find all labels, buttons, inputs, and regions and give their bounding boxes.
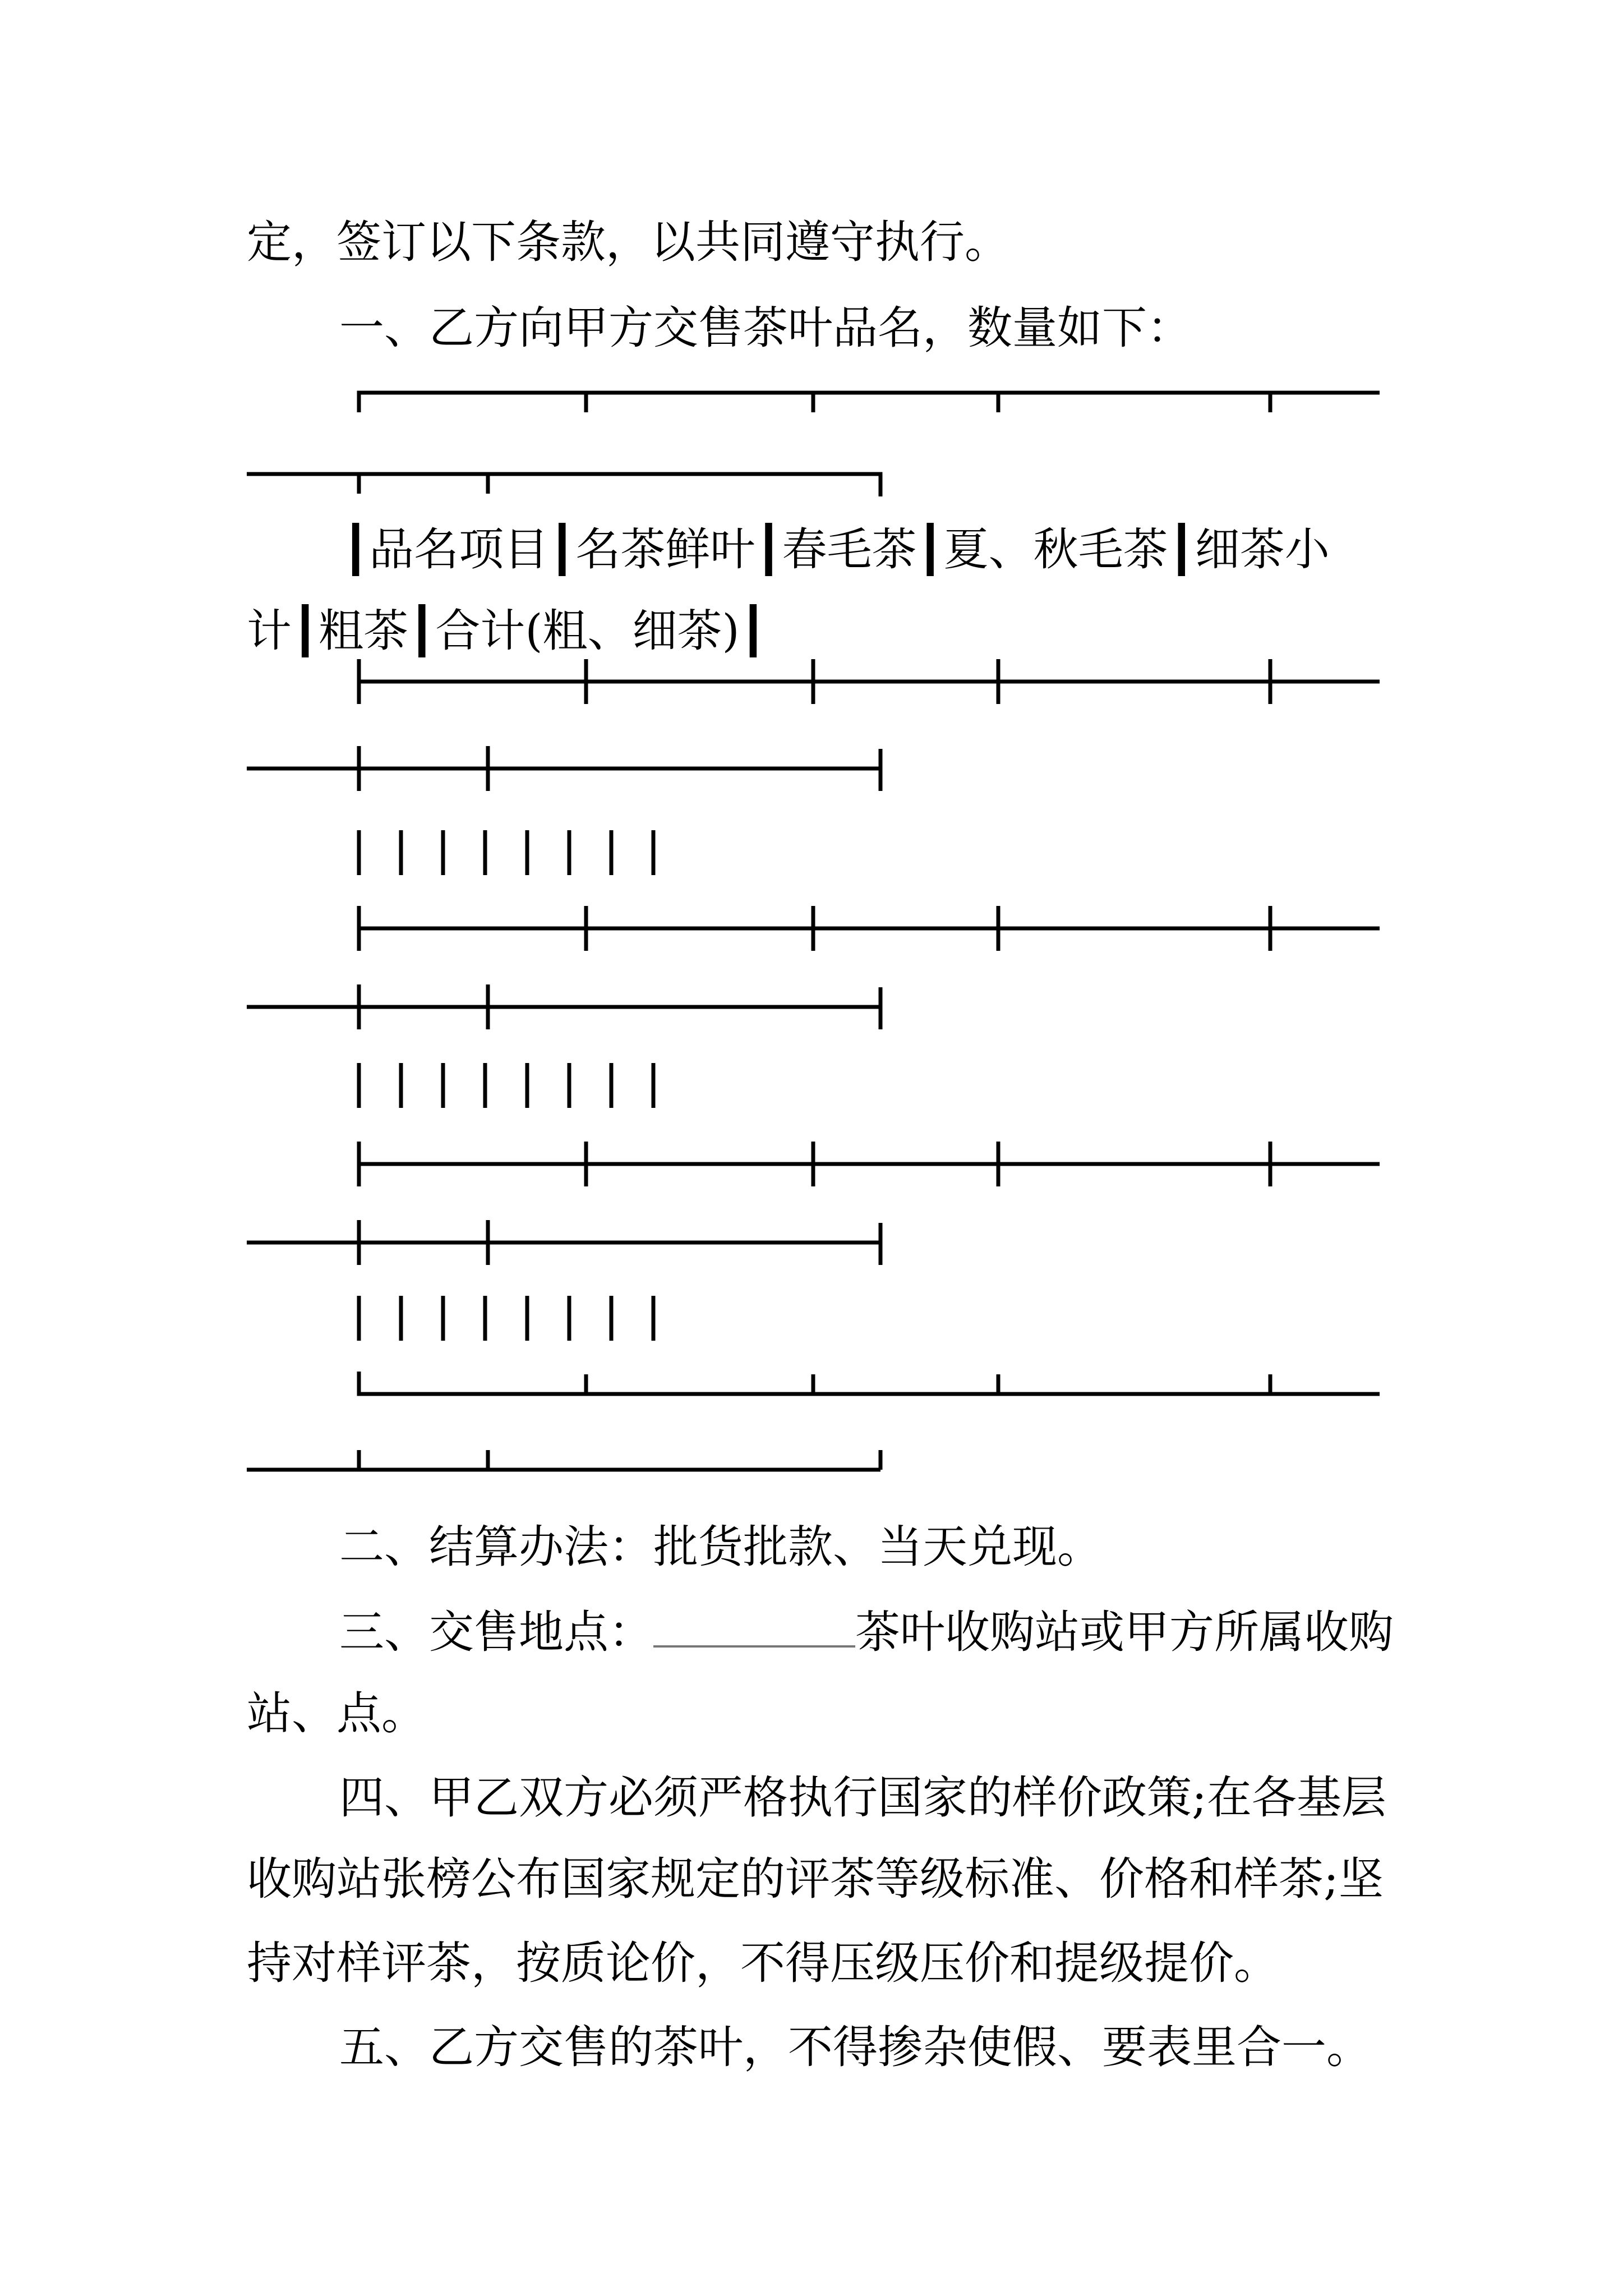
table-header-row-b: 计┃粗茶┃合计(粗、细茶)┃ bbox=[247, 605, 767, 657]
clause-five: 五、乙方交售的茶叶，不得掺杂使假、要表里合一。 bbox=[339, 2021, 1371, 2073]
paragraph-continuation: 定，签订以下条款，以共同遵守执行。 bbox=[247, 216, 1009, 268]
clause-two: 二、结算办法：批货批款、当天兑现。 bbox=[339, 1521, 1102, 1573]
table-separator-1 bbox=[247, 659, 1380, 791]
table-top-border bbox=[247, 393, 1380, 496]
clause-four-line-3: 持对样评茶，按质论价，不得压级压价和提级提价。 bbox=[247, 1937, 1279, 1989]
table-separator-3 bbox=[247, 1142, 1380, 1265]
table-empty-row-2 bbox=[359, 1063, 653, 1108]
table-header-row-a: ┃品名项目┃名茶鲜叶┃春毛茶┃夏、秋毛茶┃细茶小 bbox=[342, 523, 1330, 576]
table-bottom-border bbox=[247, 1372, 1380, 1470]
location-blank-field[interactable] bbox=[653, 1611, 855, 1648]
clause-four-line-2: 收购站张榜公布国家规定的评茶等级标准、价格和样茶;坚 bbox=[247, 1853, 1384, 1905]
clause-three-continuation: 站、点。 bbox=[247, 1687, 426, 1740]
clause-three-prefix: 三、交售地点： bbox=[339, 1606, 653, 1658]
clause-one: 一、乙方向甲方交售茶叶品名，数量如下： bbox=[339, 302, 1192, 354]
clause-three-suffix: 茶叶收购站或甲方所属收购 bbox=[855, 1606, 1394, 1658]
clause-three bbox=[339, 1606, 1394, 1658]
table-separator-2 bbox=[247, 906, 1380, 1029]
table-empty-row-3 bbox=[359, 1296, 653, 1341]
clause-four-line-1: 四、甲乙双方必须严格执行国家的样价政策;在各基层 bbox=[339, 1772, 1386, 1824]
table-empty-row-1 bbox=[359, 830, 653, 875]
